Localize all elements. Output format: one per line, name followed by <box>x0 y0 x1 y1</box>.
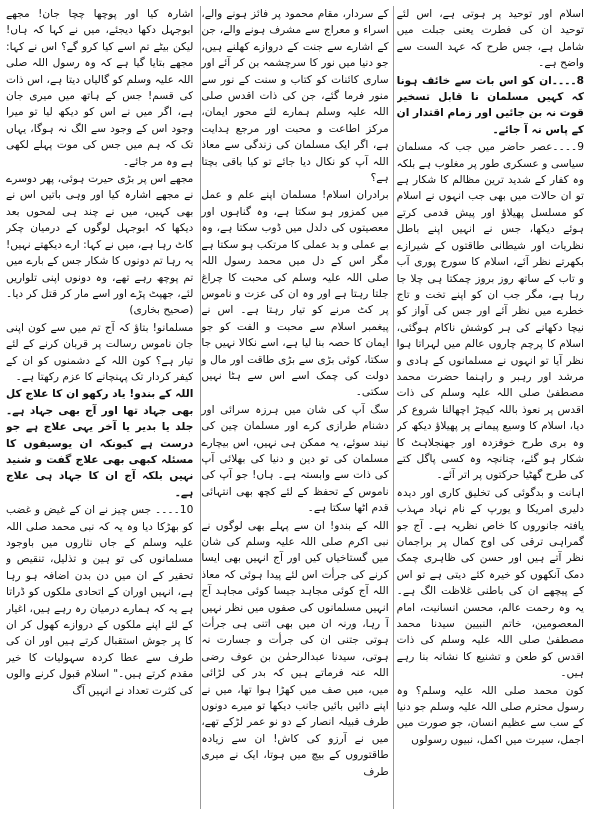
paragraph: سگ آپ کی شان میں ہرزہ سرائی اور دشنام طرازی کرے اور مسلمان چین کی نیند سوئے، یہ ممکن ہی نہیں، اس بیچارے مسلمان کی تو دین و دنیا کی بھلائی آپ کی ذات سے وابستہ ہے۔ ہاں! جو آپ کی ناموس کے تحفظ کے لئے کچھ بھی انتہائی قدم اٹھا سکتا ہے۔ <box>201 403 389 515</box>
middle-column <box>201 6 388 811</box>
paragraph: اسلام اور توحید پر ہوتی ہے، اس لئے توحید ان کی فطرت یعنی جبلت میں شامل ہے، جس طرح کہ عہد الست سے واضح ہے۔ <box>396 8 584 70</box>
paragraph: مسلمانو! بتاؤ کہ آج تم میں سے کون اپنی جان ناموس رسالت پر قربان کرنے کے لئے تیار ہے؟ کون اللہ کے دشمنوں کو ان کے کیفر کردار تک پہنچانے کا عزم رکھتا ہے۔ <box>6 321 194 383</box>
column-divider <box>393 6 394 809</box>
column-divider <box>200 6 201 809</box>
paragraph: کے سردار، مقام محمود پر فائز ہونے والے، اسراء و معراج سے مشرف ہونے والے، جن کے اشارے سے جنت کے دروازے کھلنے ہیں، جو دنیا میں نور کا سرچشمہ بن کر آئے اور ساری کائنات کو کتاب و سنت کے نور سے منور فرما گئے، جن کی ذات اقدس صلی اللہ علیہ وسلم ہمارے لئے محور ایمان، مرکز اطاعت و محبت اور مرجع ہدایت ہے، اگر ایک مسلمان کی زندگی سے معاذ اللہ آپ کو نکال دیا جائے تو کیا باقی بچتا ہے؟ <box>201 8 389 185</box>
paragraph: برادران اسلام! مسلمان اپنے علم و عمل میں کمزور ہو سکتا ہے، وہ گناہوں اور معصیتوں کی دلدل میں ڈوب سکتا ہے، وہ بے عملی و بد عملی کا مرتکب ہو سکتا ہے مگر اس کے دل میں محمد رسول اللہ صلی اللہ علیہ وسلم کی محبت کا چراغ جلتا رہتا ہے اور وہ ان کی عزت و ناموس پر کٹ مرنے کو تیار رہتا ہے۔ اس نے پیغمبر اسلام سے محبت و الفت کو جو ایمان کا حصہ بنا لیا ہے، اسے نکالا نہیں جا سکتا، کوئی بڑی سے بڑی طاقت اور مال و دولت کی چمک اسے اس سے ہٹا نہیں سکتی۔ <box>201 189 389 399</box>
paragraph: 9۔۔۔۔عصر حاضر میں جب کہ مسلمان سیاسی و عسکری طور پر مغلوب ہے بلکہ وہ کفار کے شدید ترین مظالم کا شکار ہے تو ان حالات میں بھی جب انہوں نے اسلام کو مسلسل پھیلاؤ اور پیش قدمی کرتے ہوئے دیکھا، جس نے انہیں اپنے باطل نظریات اور شیطانی طاقتوں کے شیرازے بکھرتے نظر آئے، اسلام کا سورج پوری آب و تاب کے ساتھ روز بروز چمکتا ہی چلا جا رہا ہے، مگر جب ان کو اپنے تخت و تاج خطرے میں نظر آئے اور جس کی آواز کو نیچا دکھانے کی ہر کوشش ناکام ہوگئی، اسلام کا پرچم چاروں عالم میں لہراتا ہوا نظر آیا تو انہوں نے مسلمانوں کے ہادی و مرشد اور رہبر و راہنما حضرت محمد مصطفیٰ صلی اللہ علیہ وسلم کی ذات اقدس پر نعوذ باللہ کیچڑ اچھالنا شروع کر دیا، اسلام کا وسیع پیمانے پر پھیلاؤ دیکھ کر وہ بری طرح خوفزدہ اور جھنجلاہٹ کا شکار ہو گئے، چنانچہ وہ کسی پاگل کتے کی طرح گھٹیا حرکتوں پر اتر آئے۔ <box>396 141 584 482</box>
paragraph: 10۔۔۔۔ جس چیز نے ان کے غیض و غضب کو بھڑکا دیا وہ یہ کہ نبی محمد صلی اللہ علیہ وسلم کے جاں نثاروں میں باوجود مسلمانوں کی تو ہین و تذلیل، تنقیص و تحقیر کے ان میں دن بدن اضافہ ہو رہا ہے، انہیں اوران کے اتحادی ملکوں کو ڈراتا ہے یہ کہ ہمارے درمیان رہ رہے ہیں، اغیار کے لئے اپنے ملکوں کے دروازے کھول کر ان کا پر جوش استقبال کرتے ہیں اور ان کی طرف سے عطا کردہ سہولیات کا خیر مقدم کرتے ہیں۔" اسلام قبول کرنے والوں کی کثرت تعداد نے انہیں آگ <box>6 504 194 697</box>
paragraph: کون محمد صلی اللہ علیہ وسلم؟ وہ رسول محترم صلی اللہ علیہ وسلم جو دنیا کے سب سے عظیم انسان، جو صورت میں اجمل، سیرت میں اکمل، نبیوں رسولوں <box>396 684 584 746</box>
left-column <box>6 6 193 811</box>
paragraph: اللہ کے بندو! یاد رکھو ان کا علاج کل بھی جہاد تھا اور آج بھی جہاد ہے۔ جلد یا بدیر یا آخر یہی علاج ہے جو درست ہے کیونکہ ان یوسیفوں کا مسئلہ کبھی بھی علاج گفت و شنید نہیں بلکہ آج ان کا جہاد ہی علاج ہے۔ <box>6 388 194 499</box>
paragraph: اشارہ کیا اور پوچھا چچا جان! مجھے ابوجہل دکھا دیجئے، میں نے کہا کہ ہاں! لیکن بیٹے تم اسے کیا کرو گے؟ اس نے کہا: مجھے بتایا گیا ہے کہ وہ رسول اللہ صلی اللہ علیہ وسلم کو گالیاں دیتا ہے، اس ذات کی قسم! جس کے ہاتھ میں میری جان ہے، اگر میں نے اس کو دیکھ لیا تو میرا وجود اس کے وجود سے الگ نہ ہوگا، یہاں تک کہ ہم میں جس کی موت پہلے لکھی ہے وہ مر جائے۔ <box>6 8 194 168</box>
paragraph: اللہ کے بندو! ان سے پہلے بھی لوگوں نے نبی اکرم صلی اللہ علیہ وسلم کی شان میں گستاخیاں کیں اور آج انہیں بھی ایسا کرنے کی جرأت اس لئے پیدا ہوئی کہ معاذ اللہ آج کوئی مجاہد جیسا کوئی مجاہد آج انہیں مسلمانوں کی صفوں میں نظر نہیں آ رہا، ورنہ ان میں بھی اتنی ہی جرأت ہوتی جتنی ان کی جرأت و جسارت نہ ہوتی، سیدنا عبدالرحمٰن بن عوف رضی اللہ عنہ فرماتے ہیں کہ بدر کی لڑائی میں، میں صف میں کھڑا ہوا تھا، میں نے اپنے دائیں بائیں جانب دیکھا تو میرے دونوں طرف قبیلہ انصار کے دو نو عمر لڑکے تھے، میں نے آرزو کی کاش! ان سے زیادہ طاقتوروں کے بیچ میں ہوتا، ایک نے میری طرف <box>201 519 389 778</box>
paragraph: 8۔۔۔۔ان کو اس بات سے خائف ہونا کہ کہیں مسلمان نا قابل تسخیر قوت نہ بن جائیں اور زمام اقتدار ان کے پاس نہ آ جائے۔ <box>396 74 584 136</box>
right-column <box>397 6 584 811</box>
paragraph: مجھے اس پر بڑی حیرت ہوئی، پھر دوسرے نے مجھے اشارہ کیا اور وہی باتیں اس نے بھی کہیں، میں نے چند ہی لمحوں بعد دیکھا کہ ابوجہل لوگوں کے درمیان چکر کاٹ رہا ہے، میں نے کہا: ارے دیکھتے نہیں! یہ رہا تم دونوں کا شکار جس کے بارے میں تم پوچھ رہے تھے، وہ دونوں اپنی تلواریں لئے، جھپٹ پڑے اور اسے مار کر قتل کر دیا۔ (صحیح بخاری) <box>6 173 194 317</box>
paragraph: اہانت و بدگوئی کی تخلیق کاری اور دیدہ دلیری امریکا و یورپ کے نام نہاد مہذب یافتہ جانوروں کا خاص نظریہ ہے۔ آج جو گمراہی ترقی کی اوج کمال پر براجمان نظر آتے ہیں اور حسن کی ظاہری چمک دمک آنکھوں کو خیرہ کئے دیتی ہے تو اس کے پیچھے ان کی باطنی غلاظت الگ ہے۔ یہ وہ رحمت عالم، محسن انسانیت، امام المعصومین، خاتم النبیین سیدنا محمد مصطفیٰ صلی اللہ علیہ وسلم کی ذات اقدس کو طعن و تشنیع کا نشانہ بنا رہے ہیں۔ <box>396 486 584 680</box>
